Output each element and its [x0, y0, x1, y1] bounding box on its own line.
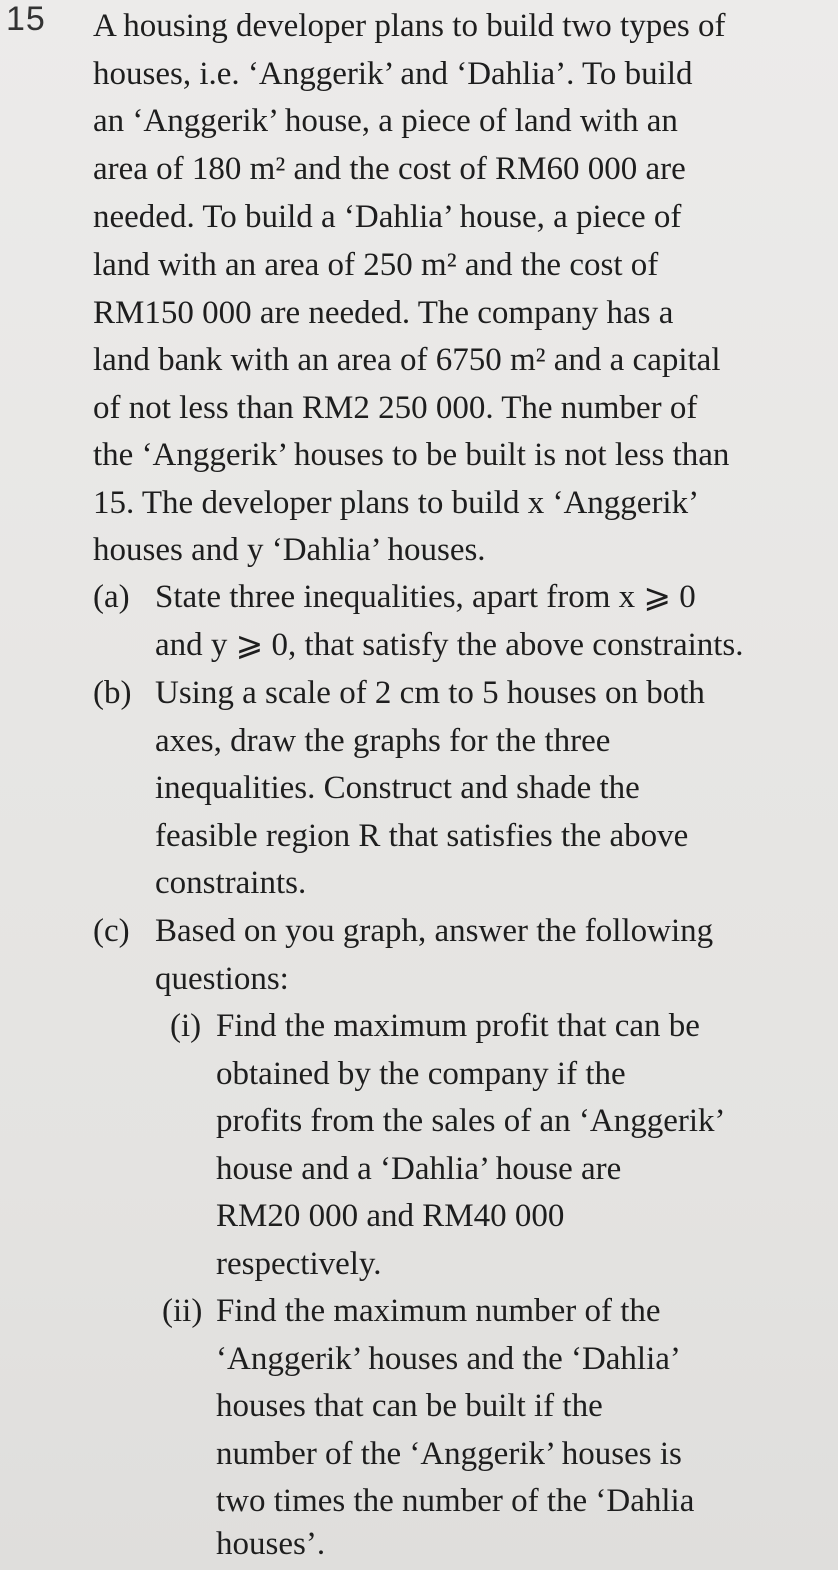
part-a-label: (a)	[93, 579, 130, 615]
intro-line-4: area of 180 m² and the cost of RM60 000 are	[93, 151, 686, 187]
part-c-ii-line-4: number of the ‘Anggerik’ houses is	[216, 1436, 682, 1472]
part-a-line-1: State three inequalities, apart from x ⩾ 0	[155, 579, 696, 615]
part-c-ii-line-6: houses’.	[216, 1526, 326, 1562]
intro-line-7: RM150 000 are needed. The company has a	[93, 295, 674, 331]
intro-line-2: houses, i.e. ‘Anggerik’ and ‘Dahlia’. To build	[93, 56, 693, 92]
part-c-ii-line-1: Find the maximum number of the	[216, 1293, 661, 1329]
intro-line-11: 15. The developer plans to build x ‘Anggerik’	[93, 485, 700, 521]
part-c-i-line-4: house and a ‘Dahlia’ house are	[216, 1151, 622, 1187]
part-c-i-line-3: profits from the sales of an ‘Anggerik’	[216, 1103, 726, 1139]
part-c-ii-line-3: houses that can be built if the	[216, 1388, 603, 1424]
intro-line-5: needed. To build a ‘Dahlia’ house, a piece of	[93, 199, 682, 235]
intro-line-1: A housing developer plans to build two types of	[93, 8, 726, 44]
part-c-line-2: questions:	[155, 961, 289, 997]
part-c-i-line-1: Find the maximum profit that can be	[216, 1008, 700, 1044]
intro-line-8: land bank with an area of 6750 m² and a capital	[93, 342, 721, 378]
part-c-ii-line-5: two times the number of the ‘Dahlia	[216, 1483, 695, 1519]
intro-line-12: houses and y ‘Dahlia’ houses.	[93, 532, 486, 568]
part-b-line-3: inequalities. Construct and shade the	[155, 770, 640, 806]
question-number: 15	[6, 0, 46, 38]
part-a-line-2: and y ⩾ 0, that satisfy the above constraints.	[155, 627, 744, 663]
part-b-line-2: axes, draw the graphs for the three	[155, 723, 611, 759]
part-c-i-line-6: respectively.	[216, 1246, 382, 1282]
part-c-i-line-2: obtained by the company if the	[216, 1056, 626, 1092]
part-c-i-label: (i)	[170, 1008, 202, 1044]
part-b-line-5: constraints.	[155, 865, 307, 901]
part-c-ii-label: (ii)	[162, 1293, 203, 1329]
part-c-ii-line-2: ‘Anggerik’ houses and the ‘Dahlia’	[216, 1341, 681, 1377]
intro-line-9: of not less than RM2 250 000. The number of	[93, 390, 698, 426]
intro-line-10: the ‘Anggerik’ houses to be built is not less than	[93, 437, 730, 473]
part-b-label: (b)	[93, 675, 132, 711]
part-c-i-line-5: RM20 000 and RM40 000	[216, 1198, 565, 1234]
part-c-line-1: Based on you graph, answer the following	[155, 913, 714, 949]
part-b-line-1: Using a scale of 2 cm to 5 houses on both	[155, 675, 705, 711]
part-b-line-4: feasible region R that satisfies the above	[155, 818, 689, 854]
part-c-label: (c)	[93, 913, 130, 949]
intro-line-6: land with an area of 250 m² and the cost of	[93, 247, 659, 283]
intro-line-3: an ‘Anggerik’ house, a piece of land with an	[93, 103, 678, 139]
